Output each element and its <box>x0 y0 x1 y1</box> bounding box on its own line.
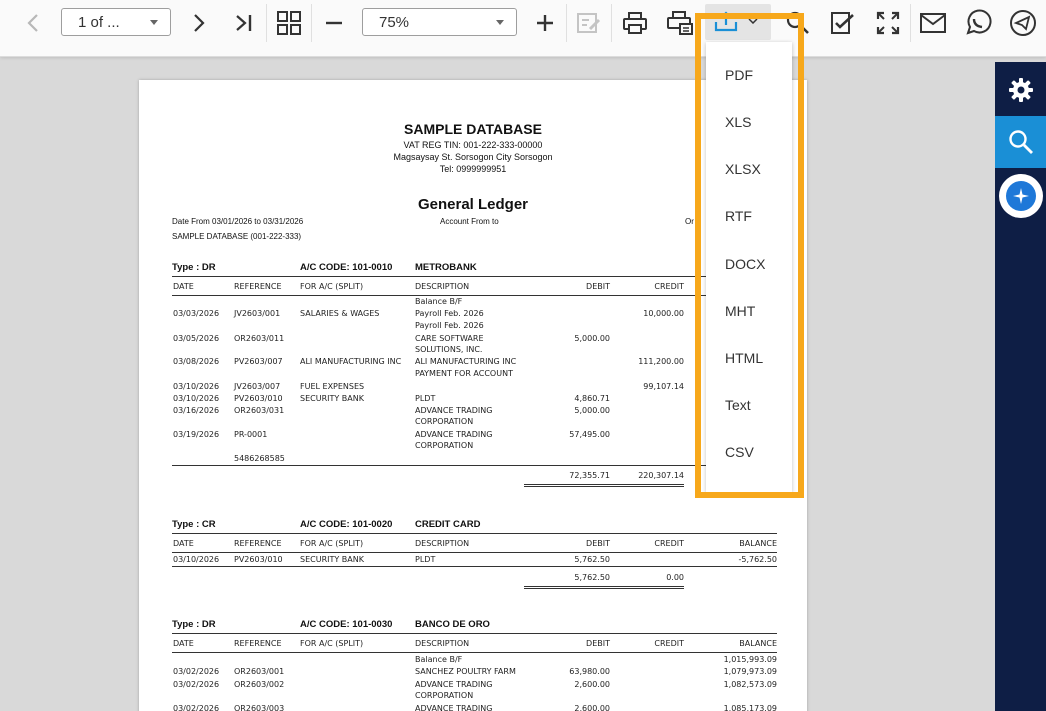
divider <box>172 566 777 567</box>
row-debit: 63,980.00 <box>569 667 610 676</box>
row-ref: PR-0001 <box>234 430 268 439</box>
col-balance: BALANCE <box>739 539 777 548</box>
col-credit: CREDIT <box>654 639 684 648</box>
section-name: BANCO DE ORO <box>415 619 490 630</box>
row-date: 03/02/2026 <box>173 680 220 689</box>
zoom-out-button[interactable] <box>320 6 348 40</box>
print-page-button[interactable] <box>665 6 695 40</box>
section-code: A/C CODE: 101-0010 <box>300 262 393 273</box>
col-date: DATE <box>173 539 194 548</box>
row-date: 03/10/2026 <box>173 394 220 403</box>
row-ref: JV2603/001 <box>234 309 281 318</box>
editing-fields-button[interactable] <box>574 6 604 40</box>
ledger-section <box>172 619 777 711</box>
row-debit: 4,860.71 <box>574 394 610 403</box>
export-button[interactable] <box>705 4 771 40</box>
col-for-ac: FOR A/C (SPLIT) <box>300 639 364 648</box>
total-debit: 5,762.50 <box>574 573 610 582</box>
row-date: 03/02/2026 <box>173 704 220 711</box>
row-debit: 2,600.00 <box>574 704 610 711</box>
divider <box>172 552 777 553</box>
section-name: CREDIT CARD <box>415 519 481 530</box>
row-date: 03/08/2026 <box>173 357 220 366</box>
export-pdf[interactable]: PDF <box>725 67 753 83</box>
divider <box>172 652 777 653</box>
database-line: SAMPLE DATABASE (001-222-333) <box>172 232 302 241</box>
row-date: 03/16/2026 <box>173 406 220 415</box>
row-debit: 5,000.00 <box>574 334 610 343</box>
order-label: Or <box>685 217 694 226</box>
row-desc: Payroll Feb. 2026 <box>415 321 484 330</box>
vat-reg: VAT REG TIN: 001-222-333-00000 <box>403 140 543 150</box>
export-docx[interactable]: DOCX <box>725 256 766 272</box>
export-mht[interactable]: MHT <box>725 303 756 319</box>
telegram-icon <box>1009 9 1037 37</box>
company-name: SAMPLE DATABASE <box>404 121 542 137</box>
ledger-section <box>172 519 777 594</box>
row-ref: OR2603/031 <box>234 406 285 415</box>
company-tel: Tel: 0999999951 <box>439 164 507 174</box>
row-desc: CARE SOFTWARE <box>415 334 484 343</box>
row-for-ac: SECURITY BANK <box>300 555 364 564</box>
col-for-ac: FOR A/C (SPLIT) <box>300 282 364 291</box>
last-page-button[interactable] <box>230 6 258 40</box>
row-credit: 10,000.00 <box>643 309 684 318</box>
row-desc: CORPORATION <box>415 417 474 426</box>
divider <box>172 295 777 296</box>
row-desc: Balance B/F <box>415 655 463 664</box>
divider <box>172 276 777 277</box>
col-for-ac: FOR A/C (SPLIT) <box>300 539 364 548</box>
ai-assistant-button[interactable] <box>999 174 1043 218</box>
row-desc: PLDT <box>415 394 436 403</box>
company-address: Magsaysay St. Sorsogon City Sorsogon <box>393 152 553 162</box>
plus-icon <box>535 13 555 33</box>
row-date: 03/10/2026 <box>173 382 220 391</box>
row-desc: ADVANCE TRADING <box>415 680 493 689</box>
print-button[interactable] <box>620 6 650 40</box>
caret-down-icon <box>748 18 758 24</box>
double-underline <box>524 586 684 589</box>
export-icon <box>713 10 739 34</box>
report-title: General Ledger <box>417 196 529 213</box>
row-credit: 99,107.14 <box>643 382 684 391</box>
row-date: 03/19/2026 <box>173 430 220 439</box>
col-debit: DEBIT <box>586 639 610 648</box>
mail-icon <box>919 12 947 34</box>
row-balance: 1,015,993.09 <box>723 655 777 664</box>
sign-document-button[interactable] <box>828 6 858 40</box>
col-reference: REFERENCE <box>234 539 282 548</box>
row-date: 03/05/2026 <box>173 334 220 343</box>
export-html[interactable]: HTML <box>725 350 764 366</box>
export-format-menu <box>706 42 792 492</box>
toolbar-separator <box>910 4 911 42</box>
row-for-ac: ALI MANUFACTURING INC <box>300 357 402 366</box>
col-date: DATE <box>173 282 194 291</box>
page-select-value: 1 of ... <box>78 13 120 31</box>
fullscreen-button[interactable] <box>873 6 903 40</box>
row-ref: OR2603/001 <box>234 667 285 676</box>
toolbar-separator <box>611 4 612 42</box>
row-balance: -5,762.50 <box>738 555 777 564</box>
viewer-toolbar <box>0 0 1046 57</box>
row-desc: ADVANCE TRADING <box>415 430 493 439</box>
row-for-ac: SALARIES & WAGES <box>300 309 380 318</box>
row-ref: OR2603/011 <box>234 334 285 343</box>
col-balance: BALANCE <box>739 639 777 648</box>
caret-down-icon <box>496 20 504 25</box>
page-select[interactable] <box>61 8 171 36</box>
row-desc: CORPORATION <box>415 691 474 700</box>
row-desc: CORPORATION <box>415 441 474 450</box>
row-desc: SANCHEZ POULTRY FARM <box>415 667 516 676</box>
col-description: DESCRIPTION <box>415 539 470 548</box>
zoom-select[interactable] <box>362 8 517 36</box>
row-debit: 5,762.50 <box>574 555 610 564</box>
col-reference: REFERENCE <box>234 639 282 648</box>
printer-icon <box>622 11 648 35</box>
row-ref: 5486268585 <box>234 454 285 463</box>
col-debit: DEBIT <box>586 282 610 291</box>
export-rtf[interactable]: RTF <box>725 208 752 224</box>
row-for-ac: FUEL EXPENSES <box>300 382 365 391</box>
divider <box>172 633 777 634</box>
row-for-ac: SECURITY BANK <box>300 394 364 403</box>
double-underline <box>524 484 684 487</box>
export-xls[interactable]: XLS <box>725 114 752 130</box>
edit-form-icon <box>576 11 602 35</box>
document-check-icon <box>829 10 857 36</box>
telegram-button[interactable] <box>1007 6 1039 40</box>
chevron-right-icon <box>193 13 205 33</box>
toolbar-separator <box>311 4 312 42</box>
sparkle-icon <box>1006 181 1036 211</box>
section-code: A/C CODE: 101-0020 <box>300 519 393 530</box>
section-code: A/C CODE: 101-0030 <box>300 619 393 630</box>
row-desc: SOLUTIONS, INC. <box>415 345 483 354</box>
fullscreen-icon <box>876 11 900 35</box>
prev-page-button[interactable] <box>20 6 46 40</box>
row-debit: 57,495.00 <box>569 430 610 439</box>
export-csv[interactable]: CSV <box>725 444 754 460</box>
row-balance: 1,079,973.09 <box>723 667 777 676</box>
row-date: 03/03/2026 <box>173 309 220 318</box>
account-range: Account From to <box>440 217 499 226</box>
right-panel-sidebar <box>995 62 1046 711</box>
row-ref: PV2603/010 <box>234 555 283 564</box>
toolbar-separator <box>566 4 567 42</box>
col-debit: DEBIT <box>586 539 610 548</box>
col-date: DATE <box>173 639 194 648</box>
row-debit: 2,600.00 <box>574 680 610 689</box>
email-button[interactable] <box>917 6 949 40</box>
search-icon <box>1008 129 1034 155</box>
export-xlsx[interactable]: XLSX <box>725 161 761 177</box>
search-panel-button[interactable] <box>995 116 1046 168</box>
chevron-left-icon <box>27 13 39 33</box>
whatsapp-button[interactable] <box>962 6 994 40</box>
search-button[interactable] <box>783 6 813 40</box>
row-debit: 5,000.00 <box>574 406 610 415</box>
col-credit: CREDIT <box>654 539 684 548</box>
last-page-icon <box>234 13 254 33</box>
row-date: 03/10/2026 <box>173 555 220 564</box>
export-text[interactable]: Text <box>725 397 751 413</box>
row-ref: JV2603/007 <box>234 382 281 391</box>
row-desc: ADVANCE TRADING <box>415 704 493 711</box>
col-credit: CREDIT <box>654 282 684 291</box>
row-desc: ALI MANUFACTURING INC <box>415 357 517 366</box>
gear-icon <box>1008 77 1034 103</box>
row-desc: Payroll Feb. 2026 <box>415 309 484 318</box>
row-date: 03/02/2026 <box>173 667 220 676</box>
next-page-button[interactable] <box>186 6 212 40</box>
minus-icon <box>324 13 344 33</box>
row-ref: OR2603/003 <box>234 704 285 711</box>
ledger-section <box>172 262 777 492</box>
caret-down-icon <box>150 20 158 25</box>
multipage-icon <box>276 10 302 36</box>
col-description: DESCRIPTION <box>415 282 470 291</box>
row-ref: OR2603/002 <box>234 680 285 689</box>
zoom-select-value: 75% <box>379 13 410 31</box>
row-credit: 111,200.00 <box>638 357 684 366</box>
row-desc: Balance B/F <box>415 297 463 306</box>
total-debit: 72,355.71 <box>569 471 610 480</box>
col-description: DESCRIPTION <box>415 639 470 648</box>
section-type: Type : DR <box>172 262 216 273</box>
whatsapp-icon <box>964 9 992 37</box>
row-desc: PAYMENT FOR ACCOUNT <box>415 369 513 378</box>
divider <box>172 533 777 534</box>
section-type: Type : DR <box>172 619 216 630</box>
toolbar-separator <box>266 4 267 42</box>
divider <box>172 465 777 466</box>
row-ref: PV2603/007 <box>234 357 283 366</box>
settings-panel-button[interactable] <box>995 64 1046 116</box>
date-range: Date From 03/01/2026 to 03/31/2026 <box>172 217 304 226</box>
total-credit: 0.00 <box>666 573 684 582</box>
multipage-view-button[interactable] <box>274 6 304 40</box>
row-balance: 1,082,573.09 <box>723 680 777 689</box>
total-credit: 220,307.14 <box>638 471 684 480</box>
row-desc: PLDT <box>415 555 436 564</box>
print-page-icon <box>666 10 694 36</box>
row-desc: ADVANCE TRADING <box>415 406 493 415</box>
row-ref: PV2603/010 <box>234 394 283 403</box>
row-balance: 1,085,173.09 <box>723 704 777 711</box>
section-type: Type : CR <box>172 519 216 530</box>
section-name: METROBANK <box>415 262 477 273</box>
col-reference: REFERENCE <box>234 282 282 291</box>
search-icon <box>786 11 810 35</box>
zoom-in-button[interactable] <box>531 6 559 40</box>
